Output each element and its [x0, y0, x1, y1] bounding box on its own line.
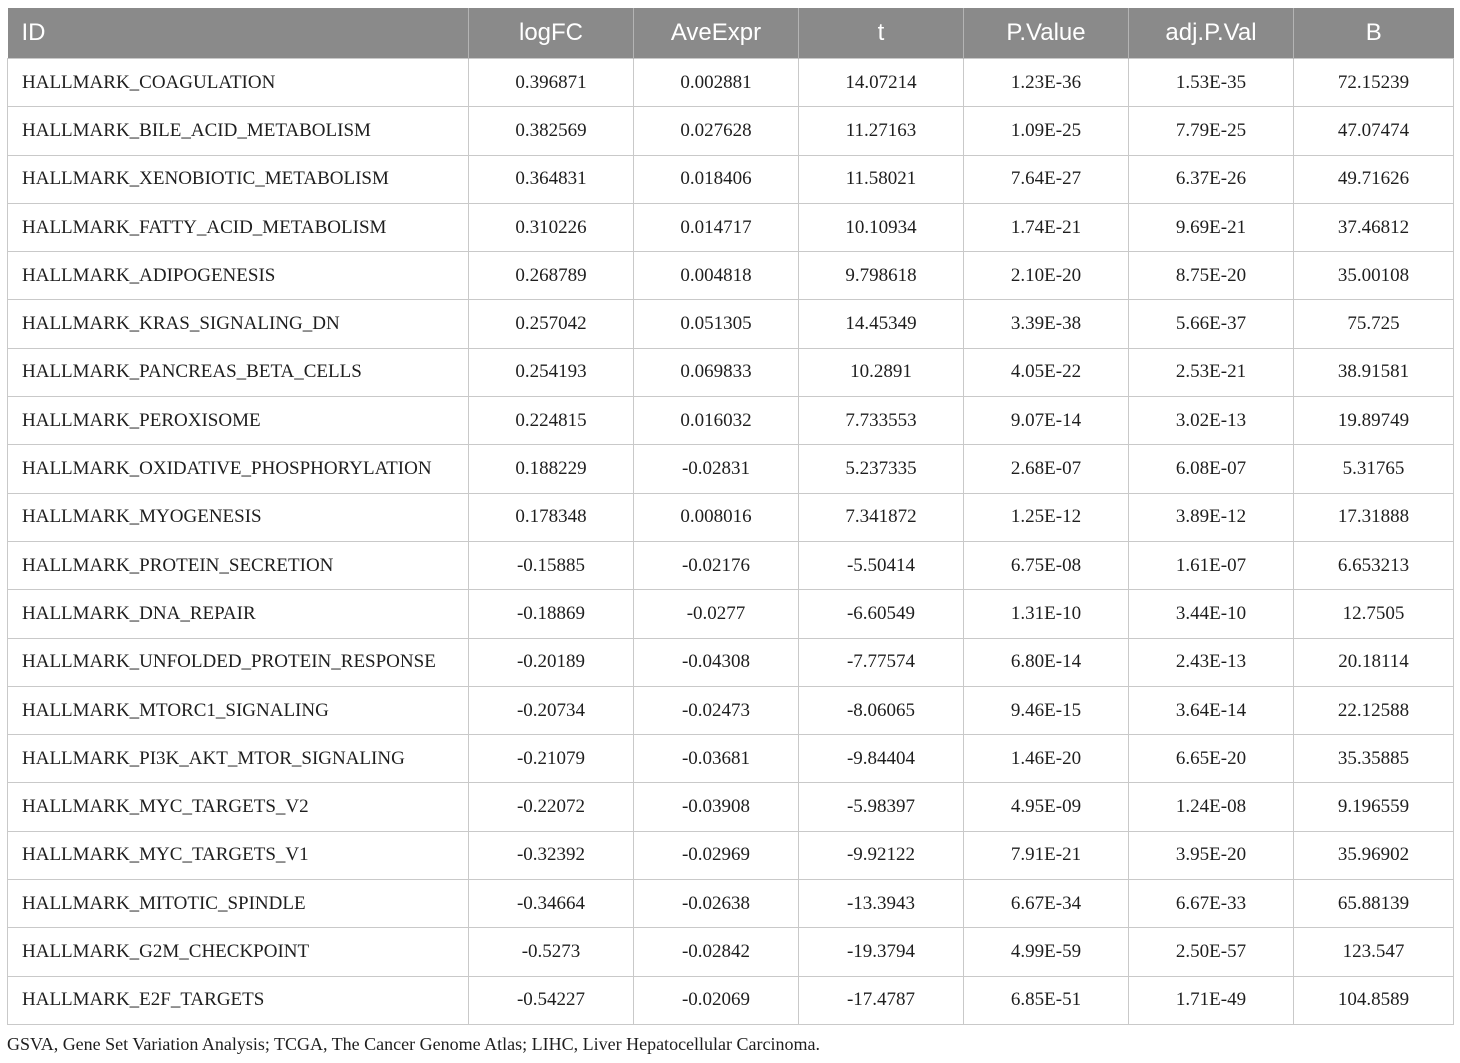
table-cell: HALLMARK_MYC_TARGETS_V1 — [8, 831, 469, 879]
table-cell: HALLMARK_MYC_TARGETS_V2 — [8, 783, 469, 831]
table-cell: 4.05E-22 — [964, 348, 1129, 396]
table-cell: -0.0277 — [634, 590, 799, 638]
table-row — [8, 59, 1454, 107]
table-cell: 0.004818 — [634, 252, 799, 300]
table-row — [8, 541, 1454, 589]
table-cell: 12.7505 — [1294, 590, 1454, 638]
table-cell: 7.341872 — [799, 493, 964, 541]
table-cell: 7.733553 — [799, 397, 964, 445]
table-cell: 6.85E-51 — [964, 976, 1129, 1024]
table-cell: -6.60549 — [799, 590, 964, 638]
table-cell: HALLMARK_XENOBIOTIC_METABOLISM — [8, 155, 469, 203]
table-body — [8, 59, 1454, 1025]
table-row — [8, 590, 1454, 638]
table-cell: 2.50E-57 — [1129, 928, 1294, 976]
table-cell: HALLMARK_COAGULATION — [8, 59, 469, 107]
table-cell: 9.07E-14 — [964, 397, 1129, 445]
table-cell: HALLMARK_ADIPOGENESIS — [8, 252, 469, 300]
table-cell: -0.54227 — [469, 976, 634, 1024]
table-cell: -0.04308 — [634, 638, 799, 686]
table-footnote: GSVA, Gene Set Variation Analysis; TCGA, The Cancer Genome Atlas; LIHC, Liver Hepatocellular Carcinoma. — [7, 1034, 820, 1054]
table-cell: -7.77574 — [799, 638, 964, 686]
table-cell: 9.46E-15 — [964, 686, 1129, 734]
table-cell: HALLMARK_MTORC1_SIGNALING — [8, 686, 469, 734]
table-cell: 9.69E-21 — [1129, 203, 1294, 251]
column-header: B — [1294, 8, 1454, 59]
table-row — [8, 203, 1454, 251]
table-cell: 6.08E-07 — [1129, 445, 1294, 493]
table-row — [8, 493, 1454, 541]
table-cell: 0.224815 — [469, 397, 634, 445]
table-cell: -19.3794 — [799, 928, 964, 976]
table-row — [8, 107, 1454, 155]
table-cell: HALLMARK_E2F_TARGETS — [8, 976, 469, 1024]
table-cell: -0.32392 — [469, 831, 634, 879]
table-cell: 0.008016 — [634, 493, 799, 541]
table-cell: 9.196559 — [1294, 783, 1454, 831]
column-header: AveExpr — [634, 8, 799, 59]
table-cell: 2.43E-13 — [1129, 638, 1294, 686]
table-cell: 6.67E-34 — [964, 880, 1129, 928]
table-row — [8, 783, 1454, 831]
table-cell: 6.67E-33 — [1129, 880, 1294, 928]
table-row — [8, 880, 1454, 928]
table-cell: HALLMARK_DNA_REPAIR — [8, 590, 469, 638]
table-cell: -13.3943 — [799, 880, 964, 928]
table-cell: 0.188229 — [469, 445, 634, 493]
table-cell: -0.21079 — [469, 735, 634, 783]
table-cell: -0.02176 — [634, 541, 799, 589]
table-cell: 0.254193 — [469, 348, 634, 396]
table-cell: 0.268789 — [469, 252, 634, 300]
table-cell: 3.44E-10 — [1129, 590, 1294, 638]
results-table-container — [7, 8, 1453, 1025]
table-cell: -5.50414 — [799, 541, 964, 589]
table-cell: 1.24E-08 — [1129, 783, 1294, 831]
table-cell: HALLMARK_KRAS_SIGNALING_DN — [8, 300, 469, 348]
table-cell: 4.99E-59 — [964, 928, 1129, 976]
table-cell: -0.02842 — [634, 928, 799, 976]
table-cell: 1.31E-10 — [964, 590, 1129, 638]
table-cell: -0.02831 — [634, 445, 799, 493]
table-cell: 75.725 — [1294, 300, 1454, 348]
table-cell: -0.20734 — [469, 686, 634, 734]
table-cell: 0.396871 — [469, 59, 634, 107]
table-cell: 2.53E-21 — [1129, 348, 1294, 396]
table-cell: 5.237335 — [799, 445, 964, 493]
table-cell: -0.03681 — [634, 735, 799, 783]
table-cell: -0.5273 — [469, 928, 634, 976]
table-cell: -0.18869 — [469, 590, 634, 638]
table-cell: 49.71626 — [1294, 155, 1454, 203]
table-cell: 7.91E-21 — [964, 831, 1129, 879]
table-cell: 14.07214 — [799, 59, 964, 107]
table-cell: 5.31765 — [1294, 445, 1454, 493]
table-cell: -0.34664 — [469, 880, 634, 928]
table-cell: 1.25E-12 — [964, 493, 1129, 541]
table-cell: 1.46E-20 — [964, 735, 1129, 783]
column-header: adj.P.Val — [1129, 8, 1294, 59]
table-cell: 104.8589 — [1294, 976, 1454, 1024]
table-row — [8, 252, 1454, 300]
table-cell: -0.22072 — [469, 783, 634, 831]
table-cell: 7.79E-25 — [1129, 107, 1294, 155]
table-cell: 0.364831 — [469, 155, 634, 203]
table-cell: 0.382569 — [469, 107, 634, 155]
table-header-row — [8, 8, 1454, 59]
table-cell: -17.4787 — [799, 976, 964, 1024]
table-cell: 0.027628 — [634, 107, 799, 155]
table-row — [8, 735, 1454, 783]
table-cell: 10.2891 — [799, 348, 964, 396]
table-row — [8, 638, 1454, 686]
table-row — [8, 300, 1454, 348]
table-cell: 10.10934 — [799, 203, 964, 251]
table-row — [8, 686, 1454, 734]
table-cell: 1.61E-07 — [1129, 541, 1294, 589]
table-cell: HALLMARK_PANCREAS_BETA_CELLS — [8, 348, 469, 396]
table-cell: 0.310226 — [469, 203, 634, 251]
table-cell: 7.64E-27 — [964, 155, 1129, 203]
table-cell: 3.64E-14 — [1129, 686, 1294, 734]
table-cell: 3.95E-20 — [1129, 831, 1294, 879]
table-cell: 47.07474 — [1294, 107, 1454, 155]
table-cell: HALLMARK_PI3K_AKT_MTOR_SIGNALING — [8, 735, 469, 783]
table-cell: -5.98397 — [799, 783, 964, 831]
table-cell: HALLMARK_OXIDATIVE_PHOSPHORYLATION — [8, 445, 469, 493]
table-row — [8, 445, 1454, 493]
table-cell: -9.84404 — [799, 735, 964, 783]
table-cell: -0.02473 — [634, 686, 799, 734]
table-cell: HALLMARK_PROTEIN_SECRETION — [8, 541, 469, 589]
table-cell: 5.66E-37 — [1129, 300, 1294, 348]
column-header: t — [799, 8, 964, 59]
table-cell: 0.002881 — [634, 59, 799, 107]
table-cell: 3.02E-13 — [1129, 397, 1294, 445]
table-cell: 0.257042 — [469, 300, 634, 348]
table-cell: 1.71E-49 — [1129, 976, 1294, 1024]
table-cell: 0.178348 — [469, 493, 634, 541]
table-cell: 35.35885 — [1294, 735, 1454, 783]
table-cell: 6.80E-14 — [964, 638, 1129, 686]
table-cell: 35.96902 — [1294, 831, 1454, 879]
table-cell: 3.89E-12 — [1129, 493, 1294, 541]
table-cell: 123.547 — [1294, 928, 1454, 976]
table-cell: 2.10E-20 — [964, 252, 1129, 300]
table-cell: 1.74E-21 — [964, 203, 1129, 251]
table-cell: -0.02638 — [634, 880, 799, 928]
table-cell: 4.95E-09 — [964, 783, 1129, 831]
table-cell: HALLMARK_MITOTIC_SPINDLE — [8, 880, 469, 928]
table-cell: 2.68E-07 — [964, 445, 1129, 493]
column-header: P.Value — [964, 8, 1129, 59]
table-row — [8, 976, 1454, 1024]
table-cell: HALLMARK_BILE_ACID_METABOLISM — [8, 107, 469, 155]
table-row — [8, 397, 1454, 445]
table-cell: 17.31888 — [1294, 493, 1454, 541]
table-cell: 6.37E-26 — [1129, 155, 1294, 203]
table-cell: 1.53E-35 — [1129, 59, 1294, 107]
table-cell: 0.018406 — [634, 155, 799, 203]
table-cell: 1.23E-36 — [964, 59, 1129, 107]
table-cell: 9.798618 — [799, 252, 964, 300]
table-row — [8, 348, 1454, 396]
table-cell: -0.03908 — [634, 783, 799, 831]
table-cell: -8.06065 — [799, 686, 964, 734]
table-cell: 37.46812 — [1294, 203, 1454, 251]
table-cell: 0.014717 — [634, 203, 799, 251]
table-cell: -0.20189 — [469, 638, 634, 686]
table-cell: -0.15885 — [469, 541, 634, 589]
hallmark-results-table — [7, 8, 1454, 1025]
table-cell: 35.00108 — [1294, 252, 1454, 300]
table-cell: 3.39E-38 — [964, 300, 1129, 348]
table-row — [8, 831, 1454, 879]
table-cell: -9.92122 — [799, 831, 964, 879]
table-cell: 11.27163 — [799, 107, 964, 155]
table-cell: 14.45349 — [799, 300, 964, 348]
table-cell: 72.15239 — [1294, 59, 1454, 107]
table-cell: HALLMARK_MYOGENESIS — [8, 493, 469, 541]
table-cell: 0.069833 — [634, 348, 799, 396]
table-cell: 11.58021 — [799, 155, 964, 203]
column-header: ID — [8, 8, 469, 59]
table-cell: 0.051305 — [634, 300, 799, 348]
table-cell: 19.89749 — [1294, 397, 1454, 445]
table-cell: 8.75E-20 — [1129, 252, 1294, 300]
table-cell: 65.88139 — [1294, 880, 1454, 928]
table-cell: 6.653213 — [1294, 541, 1454, 589]
table-cell: 6.75E-08 — [964, 541, 1129, 589]
table-row — [8, 928, 1454, 976]
table-cell: 38.91581 — [1294, 348, 1454, 396]
table-cell: HALLMARK_UNFOLDED_PROTEIN_RESPONSE — [8, 638, 469, 686]
table-cell: 1.09E-25 — [964, 107, 1129, 155]
table-cell: -0.02969 — [634, 831, 799, 879]
table-cell: 22.12588 — [1294, 686, 1454, 734]
table-cell: HALLMARK_G2M_CHECKPOINT — [8, 928, 469, 976]
table-cell: 20.18114 — [1294, 638, 1454, 686]
column-header: logFC — [469, 8, 634, 59]
table-cell: 0.016032 — [634, 397, 799, 445]
table-cell: 6.65E-20 — [1129, 735, 1294, 783]
table-cell: HALLMARK_PEROXISOME — [8, 397, 469, 445]
table-cell: HALLMARK_FATTY_ACID_METABOLISM — [8, 203, 469, 251]
table-row — [8, 155, 1454, 203]
table-cell: -0.02069 — [634, 976, 799, 1024]
